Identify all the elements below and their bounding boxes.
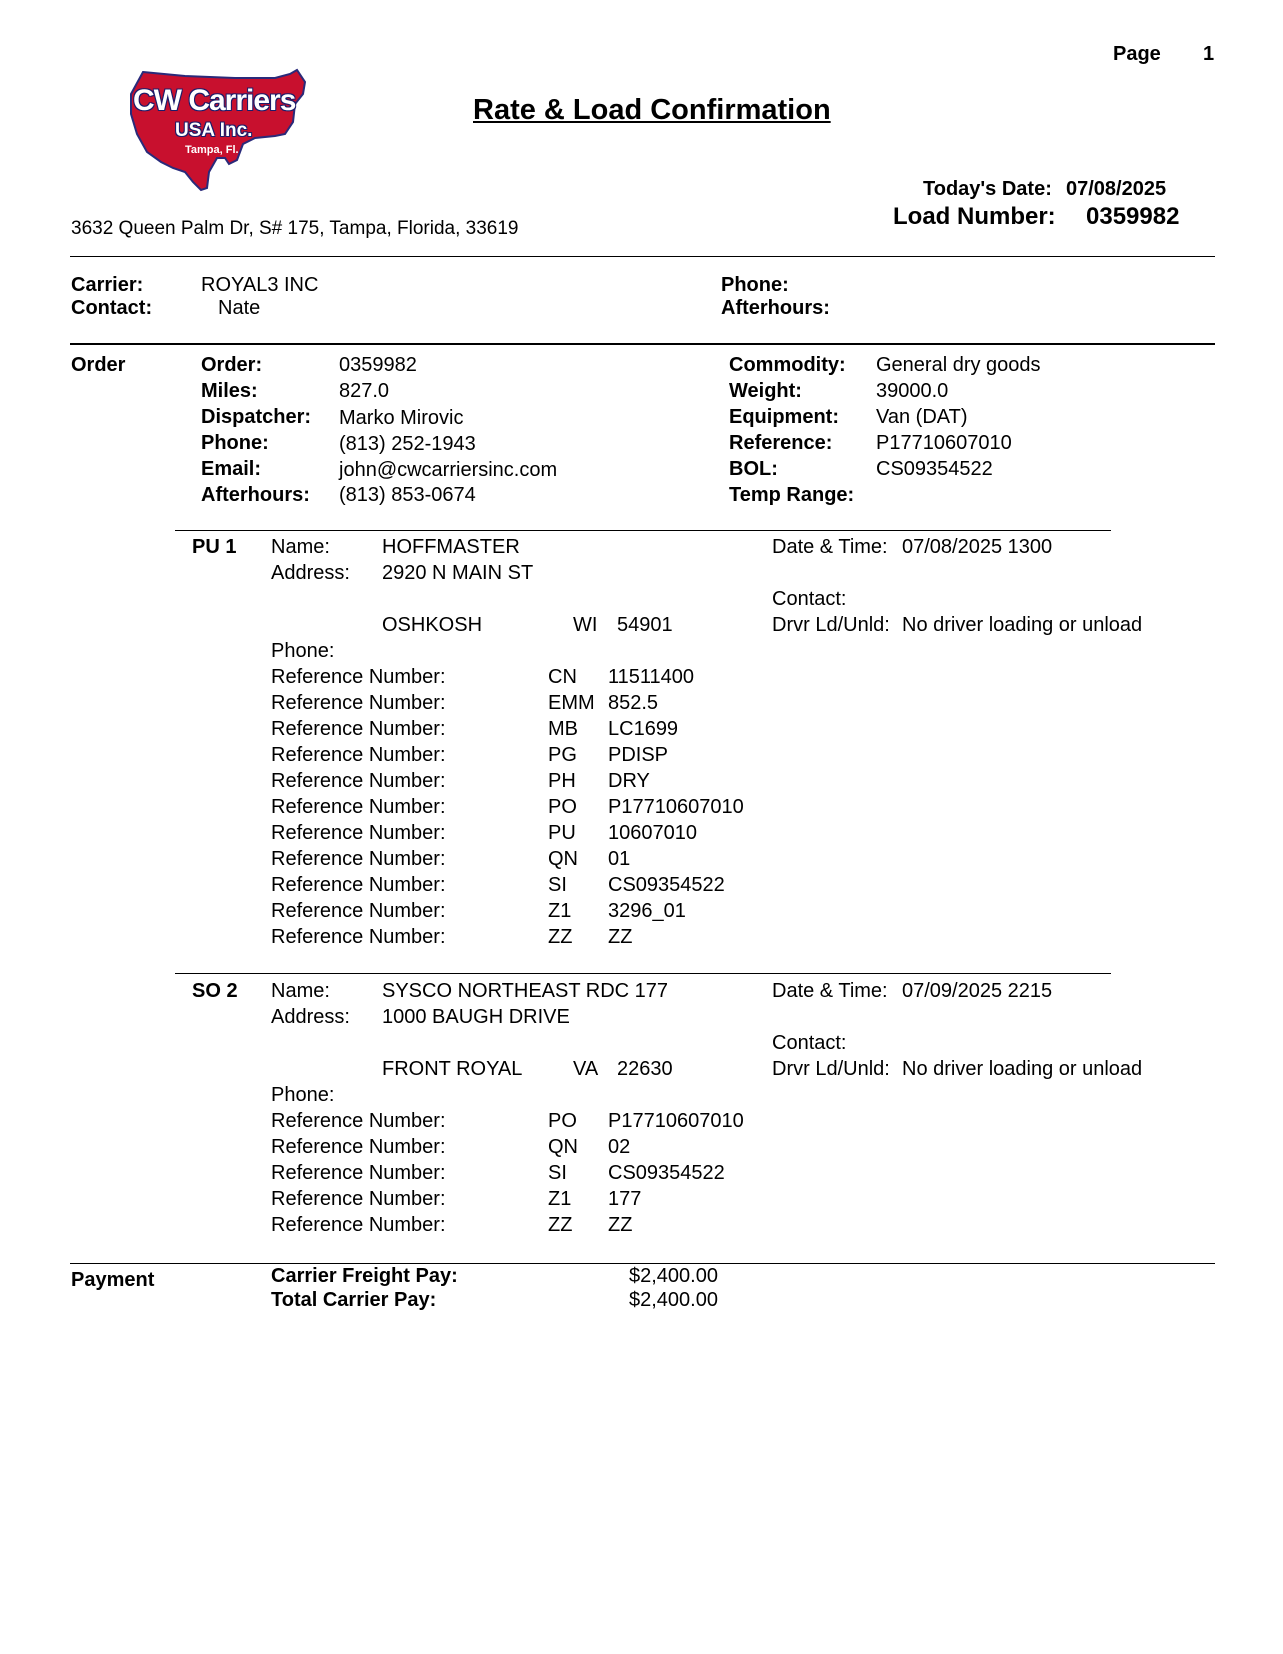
reference-type: PO xyxy=(548,796,577,818)
temp-range-label: Temp Range: xyxy=(729,484,855,506)
reference-value: 852.5 xyxy=(608,692,659,714)
reference-type: MB xyxy=(548,718,578,740)
load-number-label: Load Number: xyxy=(893,203,1056,230)
weight-label: Weight: xyxy=(729,380,802,402)
carrier-phone-label: Phone: xyxy=(721,274,789,296)
document-title: Rate & Load Confirmation xyxy=(473,94,831,126)
load-number-value: 0359982 xyxy=(1086,203,1180,230)
todays-date-label: Today's Date: xyxy=(923,178,1052,200)
order-section-label: Order xyxy=(71,354,126,376)
reference-type: PG xyxy=(548,744,577,766)
carrier-afterhours-label: Afterhours: xyxy=(721,297,830,319)
dispatcher-value: Marko Mirovic xyxy=(339,407,464,429)
reference-type: PU xyxy=(548,822,576,844)
logo-line1: CW Carriers xyxy=(133,84,296,117)
order-label: Order: xyxy=(201,354,263,376)
reference-label: Reference Number: xyxy=(271,666,446,688)
order-phone-label: Phone: xyxy=(201,432,269,454)
weight-value: 39000.0 xyxy=(876,380,949,402)
reference-value: CS09354522 xyxy=(608,1162,725,1184)
reference-label: Reference Number: xyxy=(271,822,446,844)
bol-value: CS09354522 xyxy=(876,458,993,480)
order-phone-value: (813) 252-1943 xyxy=(339,433,476,455)
equipment-value: Van (DAT) xyxy=(876,406,968,428)
reference-type: Z1 xyxy=(548,900,572,922)
reference-type: QN xyxy=(548,848,578,870)
divider xyxy=(70,256,1215,257)
reference-label: Reference Number: xyxy=(271,848,446,870)
reference-value: 02 xyxy=(608,1136,631,1158)
stop-zip: 22630 xyxy=(617,1058,673,1080)
commodity-value: General dry goods xyxy=(876,354,1041,376)
reference-type: EMM xyxy=(548,692,595,714)
reference-type: QN xyxy=(548,1136,578,1158)
bol-label: BOL: xyxy=(729,458,778,480)
order-afterhours-label: Afterhours: xyxy=(201,484,310,506)
contact-value: Nate xyxy=(218,297,261,319)
reference-type: PO xyxy=(548,1110,577,1132)
total-pay-label: Total Carrier Pay: xyxy=(271,1289,437,1311)
stop-contact-label: Contact: xyxy=(772,588,847,610)
stop-code: SO 2 xyxy=(192,980,238,1002)
divider xyxy=(175,973,1111,974)
reference-value: P17710607010 xyxy=(608,796,744,818)
equipment-label: Equipment: xyxy=(729,406,839,428)
reference-value: CS09354522 xyxy=(608,874,725,896)
stop-address: 2920 N MAIN ST xyxy=(382,562,534,584)
reference-label: Reference Number: xyxy=(271,1110,446,1132)
stop-address-label: Address: xyxy=(271,1006,350,1028)
stop-phone-label: Phone: xyxy=(271,640,335,662)
reference-type: ZZ xyxy=(548,926,573,948)
payment-section-label: Payment xyxy=(71,1269,155,1291)
reference-label: Reference Number: xyxy=(271,744,446,766)
carrier-value: ROYAL3 INC xyxy=(201,274,319,296)
reference-label: Reference Number: xyxy=(271,1136,446,1158)
reference-label: Reference Number: xyxy=(271,692,446,714)
page-number: 1 xyxy=(1203,43,1215,65)
stop-address-label: Address: xyxy=(271,562,350,584)
stop-zip: 54901 xyxy=(617,614,673,636)
reference-type: Z1 xyxy=(548,1188,572,1210)
reference-value: 177 xyxy=(608,1188,642,1210)
reference-label: Reference Number: xyxy=(271,874,446,896)
reference-value: ZZ xyxy=(608,926,633,948)
reference-value: LC1699 xyxy=(608,718,679,740)
reference-label: Reference Number: xyxy=(271,1162,446,1184)
stop-name: HOFFMASTER xyxy=(382,536,520,558)
page-label: Page xyxy=(1113,43,1161,65)
stop-drvr-label: Drvr Ld/Unld: xyxy=(772,1058,890,1080)
stop-contact-label: Contact: xyxy=(772,1032,847,1054)
freight-pay-label: Carrier Freight Pay: xyxy=(271,1265,458,1287)
reference-type: SI xyxy=(548,1162,567,1184)
divider xyxy=(70,343,1215,345)
stop-code: PU 1 xyxy=(192,536,237,558)
dispatcher-label: Dispatcher: xyxy=(201,406,312,428)
reference-label: Reference Number: xyxy=(271,1214,446,1236)
company-address: 3632 Queen Palm Dr, S# 175, Tampa, Florida, 33619 xyxy=(71,218,519,239)
reference-label: Reference: xyxy=(729,432,833,454)
stop-phone-label: Phone: xyxy=(271,1084,335,1106)
reference-value: 3296_01 xyxy=(608,900,686,922)
stop-state: WI xyxy=(573,614,598,636)
stop-drvr-label: Drvr Ld/Unld: xyxy=(772,614,890,636)
commodity-label: Commodity: xyxy=(729,354,846,376)
reference-type: SI xyxy=(548,874,567,896)
divider xyxy=(175,530,1111,531)
miles-value: 827.0 xyxy=(339,380,390,402)
reference-value: ZZ xyxy=(608,1214,633,1236)
reference-value: 10607010 xyxy=(608,822,697,844)
total-pay-value: $2,400.00 xyxy=(629,1289,718,1311)
stop-datetime: 07/09/2025 2215 xyxy=(902,980,1053,1002)
reference-type: PH xyxy=(548,770,576,792)
stop-drvr-value: No driver loading or unload xyxy=(902,1058,1143,1080)
reference-value: 01 xyxy=(608,848,631,870)
todays-date-value: 07/08/2025 xyxy=(1066,178,1167,200)
stop-name-label: Name: xyxy=(271,536,330,558)
logo-line2: USA Inc. xyxy=(175,120,253,141)
reference-type: ZZ xyxy=(548,1214,573,1236)
company-logo xyxy=(125,64,325,194)
stop-state: VA xyxy=(573,1058,599,1080)
carrier-label: Carrier: xyxy=(71,274,144,296)
contact-label: Contact: xyxy=(71,297,153,319)
reference-label: Reference Number: xyxy=(271,900,446,922)
reference-label: Reference Number: xyxy=(271,770,446,792)
miles-label: Miles: xyxy=(201,380,258,402)
stop-city: OSHKOSH xyxy=(382,614,483,636)
reference-label: Reference Number: xyxy=(271,718,446,740)
stop-address: 1000 BAUGH DRIVE xyxy=(382,1006,570,1028)
stop-city: FRONT ROYAL xyxy=(382,1058,523,1080)
logo-line3: Tampa, Fl. xyxy=(185,144,239,156)
stop-drvr-value: No driver loading or unload xyxy=(902,614,1143,636)
order-afterhours-value: (813) 853-0674 xyxy=(339,484,476,506)
stop-datetime: 07/08/2025 1300 xyxy=(902,536,1053,558)
email-label: Email: xyxy=(201,458,262,480)
reference-value: PDISP xyxy=(608,744,669,766)
reference-label: Reference Number: xyxy=(271,926,446,948)
reference-value: P17710607010 xyxy=(876,432,1012,454)
freight-pay-value: $2,400.00 xyxy=(629,1265,718,1287)
reference-value: DRY xyxy=(608,770,650,792)
order-value: 0359982 xyxy=(339,354,417,376)
stop-name-label: Name: xyxy=(271,980,330,1002)
stop-name: SYSCO NORTHEAST RDC 177 xyxy=(382,980,669,1002)
divider xyxy=(70,1263,1215,1264)
stop-datetime-label: Date & Time: xyxy=(772,536,888,558)
reference-label: Reference Number: xyxy=(271,1188,446,1210)
reference-label: Reference Number: xyxy=(271,796,446,818)
reference-type: CN xyxy=(548,666,577,688)
email-value: john@cwcarriersinc.com xyxy=(339,459,558,481)
reference-value: 11511400 xyxy=(608,666,695,688)
reference-value: P17710607010 xyxy=(608,1110,744,1132)
stop-datetime-label: Date & Time: xyxy=(772,980,888,1002)
